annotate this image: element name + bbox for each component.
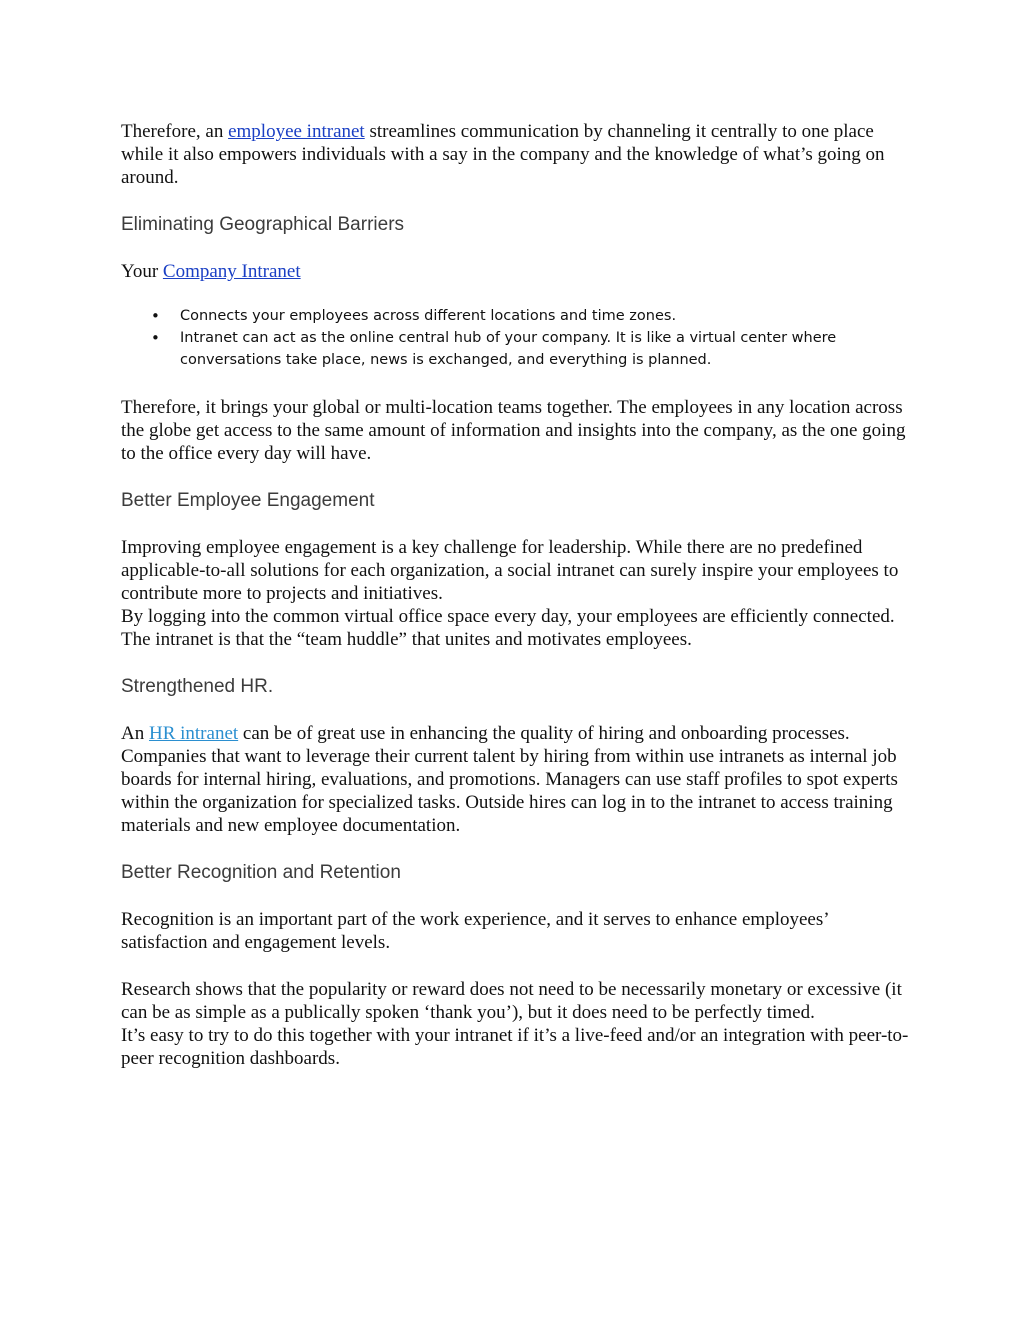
recognition-paragraph-2: Research shows that the popularity or reward does not need to be necessarily monetary or excessive (it can be as simple as a publically spoken ‘thank you’), but it does need to be perfectly timed. xyxy=(121,979,902,1023)
heading-employee-engagement: Better Employee Engagement xyxy=(121,490,375,511)
recognition-paragraph-1: Recognition is an important part of the work experience, and it serves to enhance employees’ satisfaction and engagement levels. xyxy=(121,909,829,953)
recognition-paragraph-3: It’s easy to try to do this together with your intranet if it’s a live-feed and/or an integration with peer-to-peer recognition dashboards. xyxy=(121,1025,909,1069)
list-item xyxy=(151,305,911,327)
hr-text-end: can be of great use in enhancing the quality of hiring and onboarding processes. Companies that want to leverage their current talent by hiring from within use intranets as internal job boards for internal hiring, evaluations, and promotions. Managers can use staff profiles to spot experts within the organization for specialized tasks. Outside hires can log in to the intranet to access training materials and new employee documentation. xyxy=(121,723,898,836)
hr-text-start: An xyxy=(121,723,149,744)
engagement-paragraph-1: Improving employee engagement is a key challenge for leadership. While there are no predefined applicable-to-all solutions for each organization, a social intranet can surely inspire your employees to contribute more to projects and initiatives. xyxy=(121,537,899,604)
heading-geographical-barriers: Eliminating Geographical Barriers xyxy=(121,214,405,235)
document-page xyxy=(121,120,911,1070)
intro-text-end: streamlines communication by channeling it centrally to one place while it also empowers individuals with a say in the company and the knowledge of what’s going on around. xyxy=(121,121,885,188)
intro-text-start: Therefore, an xyxy=(121,121,229,142)
your-company-intranet-line xyxy=(121,260,911,283)
bullet-icon: • xyxy=(151,329,160,347)
list-item xyxy=(151,327,911,371)
bullet-icon: • xyxy=(151,307,160,325)
geo-paragraph: Therefore, it brings your global or multi-location teams together. The employees in any location across the globe get access to the same amount of information and insights into the company, as the one going to the office every day will have. xyxy=(121,397,906,464)
bullet-text: Intranet can act as the online central hub of your company. It is like a virtual center where conversations take place, news is exchanged, and everything is planned. xyxy=(180,330,837,368)
heading-recognition-retention: Better Recognition and Retention xyxy=(121,862,401,883)
employee-intranet-link[interactable]: employee intranet xyxy=(228,121,365,142)
hr-paragraph xyxy=(121,722,911,837)
geo-bullet-list xyxy=(121,305,911,371)
hr-intranet-link[interactable]: HR intranet xyxy=(148,723,239,744)
intro-paragraph xyxy=(121,120,911,189)
heading-strengthened-hr: Strengthened HR. xyxy=(121,676,274,697)
engagement-paragraph-2: By logging into the common virtual office space every day, your employees are efficiently connected. The intranet is that the “team huddle” that unites and motivates employees. xyxy=(121,606,895,650)
company-intranet-link[interactable]: Company Intranet xyxy=(162,261,301,282)
your-text: Your xyxy=(121,261,163,282)
bullet-text: Connects your employees across different locations and time zones. xyxy=(180,308,677,324)
